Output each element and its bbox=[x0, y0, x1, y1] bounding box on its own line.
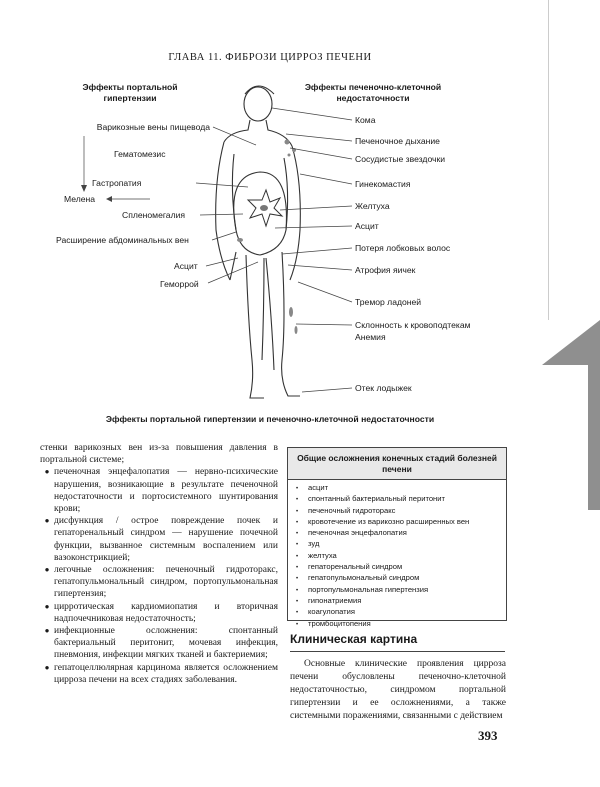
label-melena: Мелена bbox=[64, 194, 96, 204]
label-palmar-tremor: Тремор ладоней bbox=[355, 297, 422, 307]
label-anemia: Анемия bbox=[355, 332, 386, 342]
section-title: Клиническая картина bbox=[290, 632, 418, 646]
label-jaundice: Желтуха bbox=[355, 201, 390, 211]
section-paragraph: Основные клинические проявления цирроза печени обусловлены печеночно-клеточной недостаточностью, синдромом портальной гипертензии и ее осложнениями, а также системными поражениями, связанными с действием bbox=[290, 659, 506, 721]
bullet-icon: ● bbox=[44, 662, 50, 672]
complications-box bbox=[287, 447, 507, 628]
label-hemorrhoids: Геморрой bbox=[160, 279, 199, 289]
list-item: • гепатопульмональный синдром bbox=[296, 573, 420, 583]
list-item: • кровотечение из варикозно расширенных вен bbox=[296, 516, 470, 526]
list-item: ● печеночная энцефалопатия — нервно-психические нарушения, возникающие в результате печеночной недостаточности и портосистемного шунтирования крови; bbox=[40, 466, 278, 515]
bullet-icon: ● bbox=[44, 601, 50, 611]
bullet-icon: ● bbox=[44, 565, 50, 575]
section-divider bbox=[290, 651, 505, 652]
list-item: • гипонатриемия bbox=[296, 595, 362, 605]
left-text-column bbox=[40, 442, 278, 686]
bullet-icon: ● bbox=[44, 467, 50, 477]
list-item: ● цирротическая кардиомиопатия и вторичная надпочечниковая недостаточность; bbox=[40, 601, 278, 625]
label-ascites-left: Асцит bbox=[174, 261, 198, 271]
left-column-heading: Эффекты портальной гипертензии bbox=[82, 82, 178, 103]
list-item: • печеночная энцефалопатия bbox=[296, 528, 407, 538]
label-ascites-right: Асцит bbox=[355, 221, 379, 231]
list-item: • зуд bbox=[296, 539, 320, 549]
list-item: ● инфекционные осложнения: спонтанный бактериальный перитонит, мочевая инфекция, пневмония, инфекции мягких тканей и бактериемия; bbox=[40, 625, 278, 662]
list-item: • спонтанный бактериальный перитонит bbox=[296, 494, 445, 504]
side-tab-label: ПЕЧЕНЬ bbox=[571, 380, 586, 440]
label-bruising: Склонность к кровоподтекам bbox=[355, 320, 471, 330]
label-abdominal-veins: Расширение абдоминальных вен bbox=[56, 235, 189, 245]
label-coma: Кома bbox=[355, 115, 376, 125]
label-spider-angiomas: Сосудистые звездочки bbox=[355, 154, 446, 164]
page-number: 393 bbox=[478, 728, 498, 743]
list-item: ● легочные осложнения: печеночный гидроторакс, гепатопульмональный синдром, портопульмональная гипертензия; bbox=[40, 564, 278, 601]
label-ankle-edema: Отек лодыжек bbox=[355, 383, 412, 393]
label-esophageal-varices: Варикозные вены пищевода bbox=[96, 122, 210, 132]
list-item: • асцит bbox=[296, 483, 329, 492]
label-splenomegaly: Спленомегалия bbox=[122, 210, 186, 220]
list-item: ● гепатоцеллюлярная карцинома является осложнением цирроза печени на всех стадиях заболевания. bbox=[40, 662, 278, 686]
paragraph-intro: стенки варикозных вен из-за повышения давления в портальной системе; bbox=[40, 443, 278, 466]
label-hematemesis: Гематомезис bbox=[114, 149, 166, 159]
label-testicular-atrophy: Атрофия яичек bbox=[355, 265, 416, 275]
list-item: • гепаторенальный синдром bbox=[296, 562, 403, 572]
list-item: • тромбоцитопения bbox=[296, 618, 371, 628]
figure-caption: Эффекты портальной гипертензии и печеночно-клеточной недостаточности bbox=[105, 414, 435, 424]
list-item: • печеночный гидроторакс bbox=[296, 505, 396, 515]
label-gastropathy: Гастропатия bbox=[92, 178, 142, 188]
chapter-header: ГЛАВА 11. ФИБРОЗИ ЦИРРОЗ ПЕЧЕНИ bbox=[168, 52, 372, 63]
bullet-icon: ● bbox=[44, 626, 50, 636]
section-body bbox=[290, 658, 506, 723]
bullet-icon: ● bbox=[44, 516, 50, 526]
complications-box-title: Общие осложнения конечных стадий болезней печени bbox=[288, 448, 506, 480]
list-item: ● дисфункция / острое повреждение почек и гепаторенальный синдром — нарушение почечной функции, вызванное системным воспалением или вазоконстрикцией; bbox=[40, 515, 278, 564]
label-gynecomastia: Гинекомастия bbox=[355, 179, 411, 189]
list-item: • портопульмональная гипертензия bbox=[296, 584, 429, 594]
label-hepatic-breath: Печеночное дыхание bbox=[355, 136, 440, 146]
complications-list bbox=[288, 480, 506, 630]
list-item: • коагулопатия bbox=[296, 607, 355, 617]
list-item: • желтуха bbox=[296, 550, 337, 560]
right-column-heading: Эффекты печеночно-клеточной недостаточности bbox=[304, 82, 442, 103]
label-pubic-hair-loss: Потеря лобковых волос bbox=[355, 243, 451, 253]
